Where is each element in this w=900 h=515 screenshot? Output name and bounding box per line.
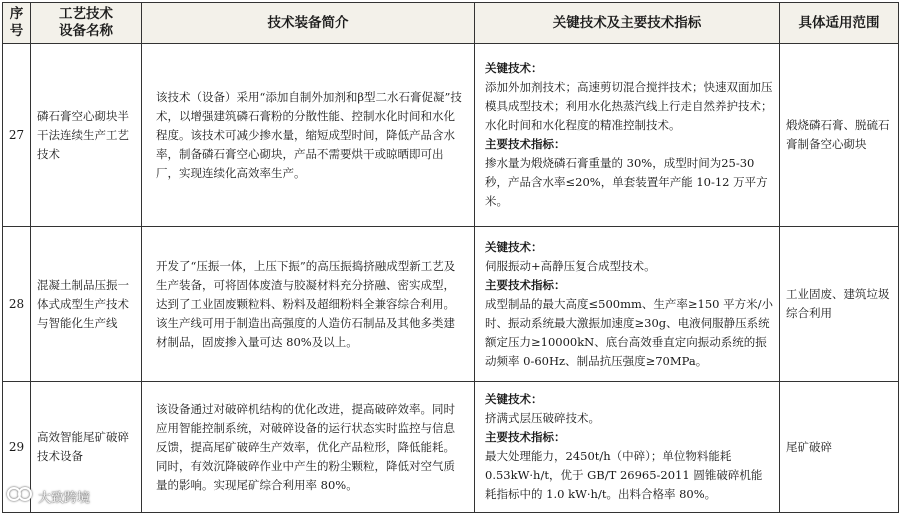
header-seq: 序 号: [3, 3, 31, 44]
key-tech-title: 关键技术：: [485, 239, 543, 254]
key-tech-text: 挤满式层压破碎技术。: [485, 411, 600, 425]
key-tech-title: 关键技术：: [485, 61, 543, 75]
row-key: [475, 227, 780, 382]
index-text: 成型制品的最大高度≤500mm、生产率≥150 平方米/小时、振动系统最大激振加速度≥30g、电液伺服静压系统额定压力≥10000kN、底台高效垂直定向振动系统的振动频率 0-60Hz、制品抗压强度≥70MPa。: [485, 296, 774, 368]
header-scope: 具体适用范围: [780, 3, 899, 44]
row-name: 高效智能尾矿破碎技术设备: [31, 382, 142, 513]
index-title: 主要技术指标：: [485, 137, 566, 151]
header-name: 工艺技术 设备名称: [31, 3, 142, 44]
header-key: 关键技术及主要技术指标: [475, 3, 780, 44]
watermark-logo-icon: [6, 485, 34, 507]
index-text: 掺水量为煅烧磷石膏重量的 30%，成型时间为25-30 秒，产品含水率≤20%，单套装置年产能 10-12 万平方米。: [485, 156, 768, 208]
row-scope: 工业固废、建筑垃圾综合利用: [780, 227, 899, 382]
row-number: 28: [3, 227, 31, 382]
index-title: 主要技术指标：: [485, 430, 566, 444]
header-brief: 技术装备简介: [142, 3, 475, 44]
key-tech-text: 添加外加剂技术；高速剪切混合搅拌技术；快速双面加压模具成型技术；利用水化热蒸汽线上行走自然养护技术；水化时间和水化程度的精准控制技术。: [485, 80, 773, 132]
index-text: 最大处理能力，2450t/h（中碎）；单位物料能耗 0.53kW·h/t，优于 GB/T 26965-2011 圆锥破碎机能耗指标中的 1.0 kW·h/t。出料合格率 80%。: [485, 449, 763, 501]
table-header-row: [3, 3, 899, 44]
row-brief: 该技术（设备）采用“添加自制外加剂和β型二水石膏促凝”技术，以增强建筑磷石膏粉的分散性能、控制水化时间和水化程度。该技术可减少掺水量，缩短成型时间，降低产品含水率，制备磷石膏空心砌块，产品不需要烘干或晾晒即可出厂，实现连续化高效率生产。: [142, 44, 475, 227]
row-name: 混凝土制品压振一体式成型生产技术与智能化生产线: [31, 227, 142, 382]
table-row: [3, 227, 899, 382]
row-number: 27: [3, 44, 31, 227]
table-row: [3, 382, 899, 513]
row-key: [475, 44, 780, 227]
index-title: 主要技术指标：: [485, 277, 566, 292]
key-tech-title: 关键技术：: [485, 392, 543, 406]
row-key: [475, 382, 780, 513]
tech-equipment-table: [2, 2, 899, 513]
table-row: [3, 44, 899, 227]
row-name: 磷石膏空心砌块半干法连续生产工艺技术: [31, 44, 142, 227]
row-brief: 开发了“压振一体，上压下振”的高压振捣挤融成型新工艺及生产装备，可将固体废渣与胶凝材料充分挤融、密实成型，达到了工业固废颗粒料、粉料及超细粉料全兼容综合利用。该生产线可用于制造出高强度的人造仿石制品及其他多类建材制品，固废掺入量可达 80%及以上。: [142, 227, 475, 382]
row-scope: 煅烧磷石膏、脱硫石膏制备空心砌块: [780, 44, 899, 227]
watermark-text: 大致跨境: [38, 490, 91, 506]
row-scope: 尾矿破碎: [780, 382, 899, 513]
row-number: 29: [3, 382, 31, 513]
row-brief: 该设备通过对破碎机结构的优化改进，提高破碎效率。同时应用智能控制系统，对破碎设备的运行状态实时监控与信息反馈，提高尾矿破碎生产效率，优化产品粒形，降低能耗。同时，有效沉降破碎作业中产生的粉尘颗粒，降低对空气质量的影响。实现尾矿综合利用率 80%。: [142, 382, 475, 513]
key-tech-text: 伺服振动+高静压复合成型技术。: [485, 258, 656, 273]
watermark: [6, 485, 90, 507]
